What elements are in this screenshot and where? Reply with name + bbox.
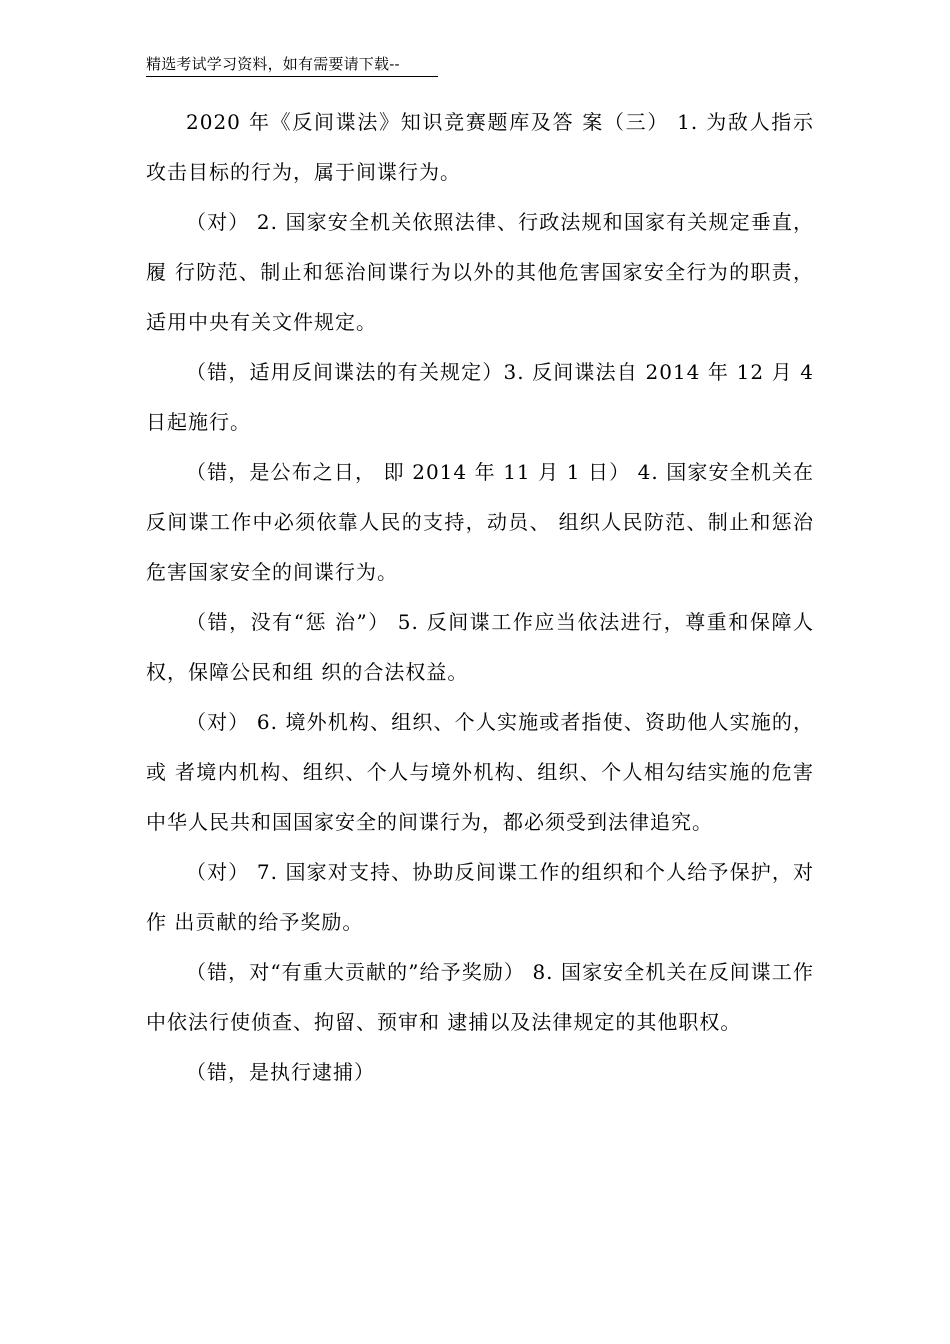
document-body (146, 97, 814, 1097)
page-header: 精选考试学习资料，如有需要请下载-- (146, 55, 400, 73)
paragraph-4: （错，是公布之日， 即 2014 年 11 月 1 日） 4. 国家安全机关在反间谍工作中必须依靠人民的支持，动员、 组织人民防范、制止和惩治危害国家安全的间谍行为。 (146, 460, 814, 584)
paragraph-6: （对） 6. 境外机构、组织、个人实施或者指使、资助他人实施的，或 者境内机构、组织、个人与境外机构、组织、个人相勾结实施的危害 中华人民共和国国家安全的间谍行为，都必须受到法律追究。 (146, 710, 814, 834)
paragraph-3: （错，适用反间谍法的有关规定）3. 反间谍法自 2014 年 12 月 4 日起施行。 (146, 360, 814, 434)
paragraph-5: （错，没有“惩 治”） 5. 反间谍工作应当依法进行，尊重和保障人权，保障公民和组 织的合法权益。 (146, 610, 814, 684)
paragraph-7: （对） 7. 国家对支持、协助反间谍工作的组织和个人给予保护，对作 出贡献的给予奖励。 (146, 860, 814, 934)
paragraph-9: （错，是执行逮捕） (186, 1060, 375, 1084)
paragraph-1: 2020 年《反间谍法》知识竞赛题库及答 案（三） 1. 为敌人指示攻击目标的行为，属于间谍行为。 (146, 110, 814, 184)
header-underline (146, 76, 438, 77)
paragraph-2: （对） 2. 国家安全机关依照法律、行政法规和国家有关规定垂直，履 行防范、制止和惩治间谍行为以外的其他危害国家安全行为的职责， 适用中央有关文件规定。 (146, 210, 814, 334)
paragraph-8: （错，对“有重大贡献的”给予奖励） 8. 国家安全机关在反间谍工作中依法行使侦查、拘留、预审和 逮捕以及法律规定的其他职权。 (146, 960, 814, 1034)
